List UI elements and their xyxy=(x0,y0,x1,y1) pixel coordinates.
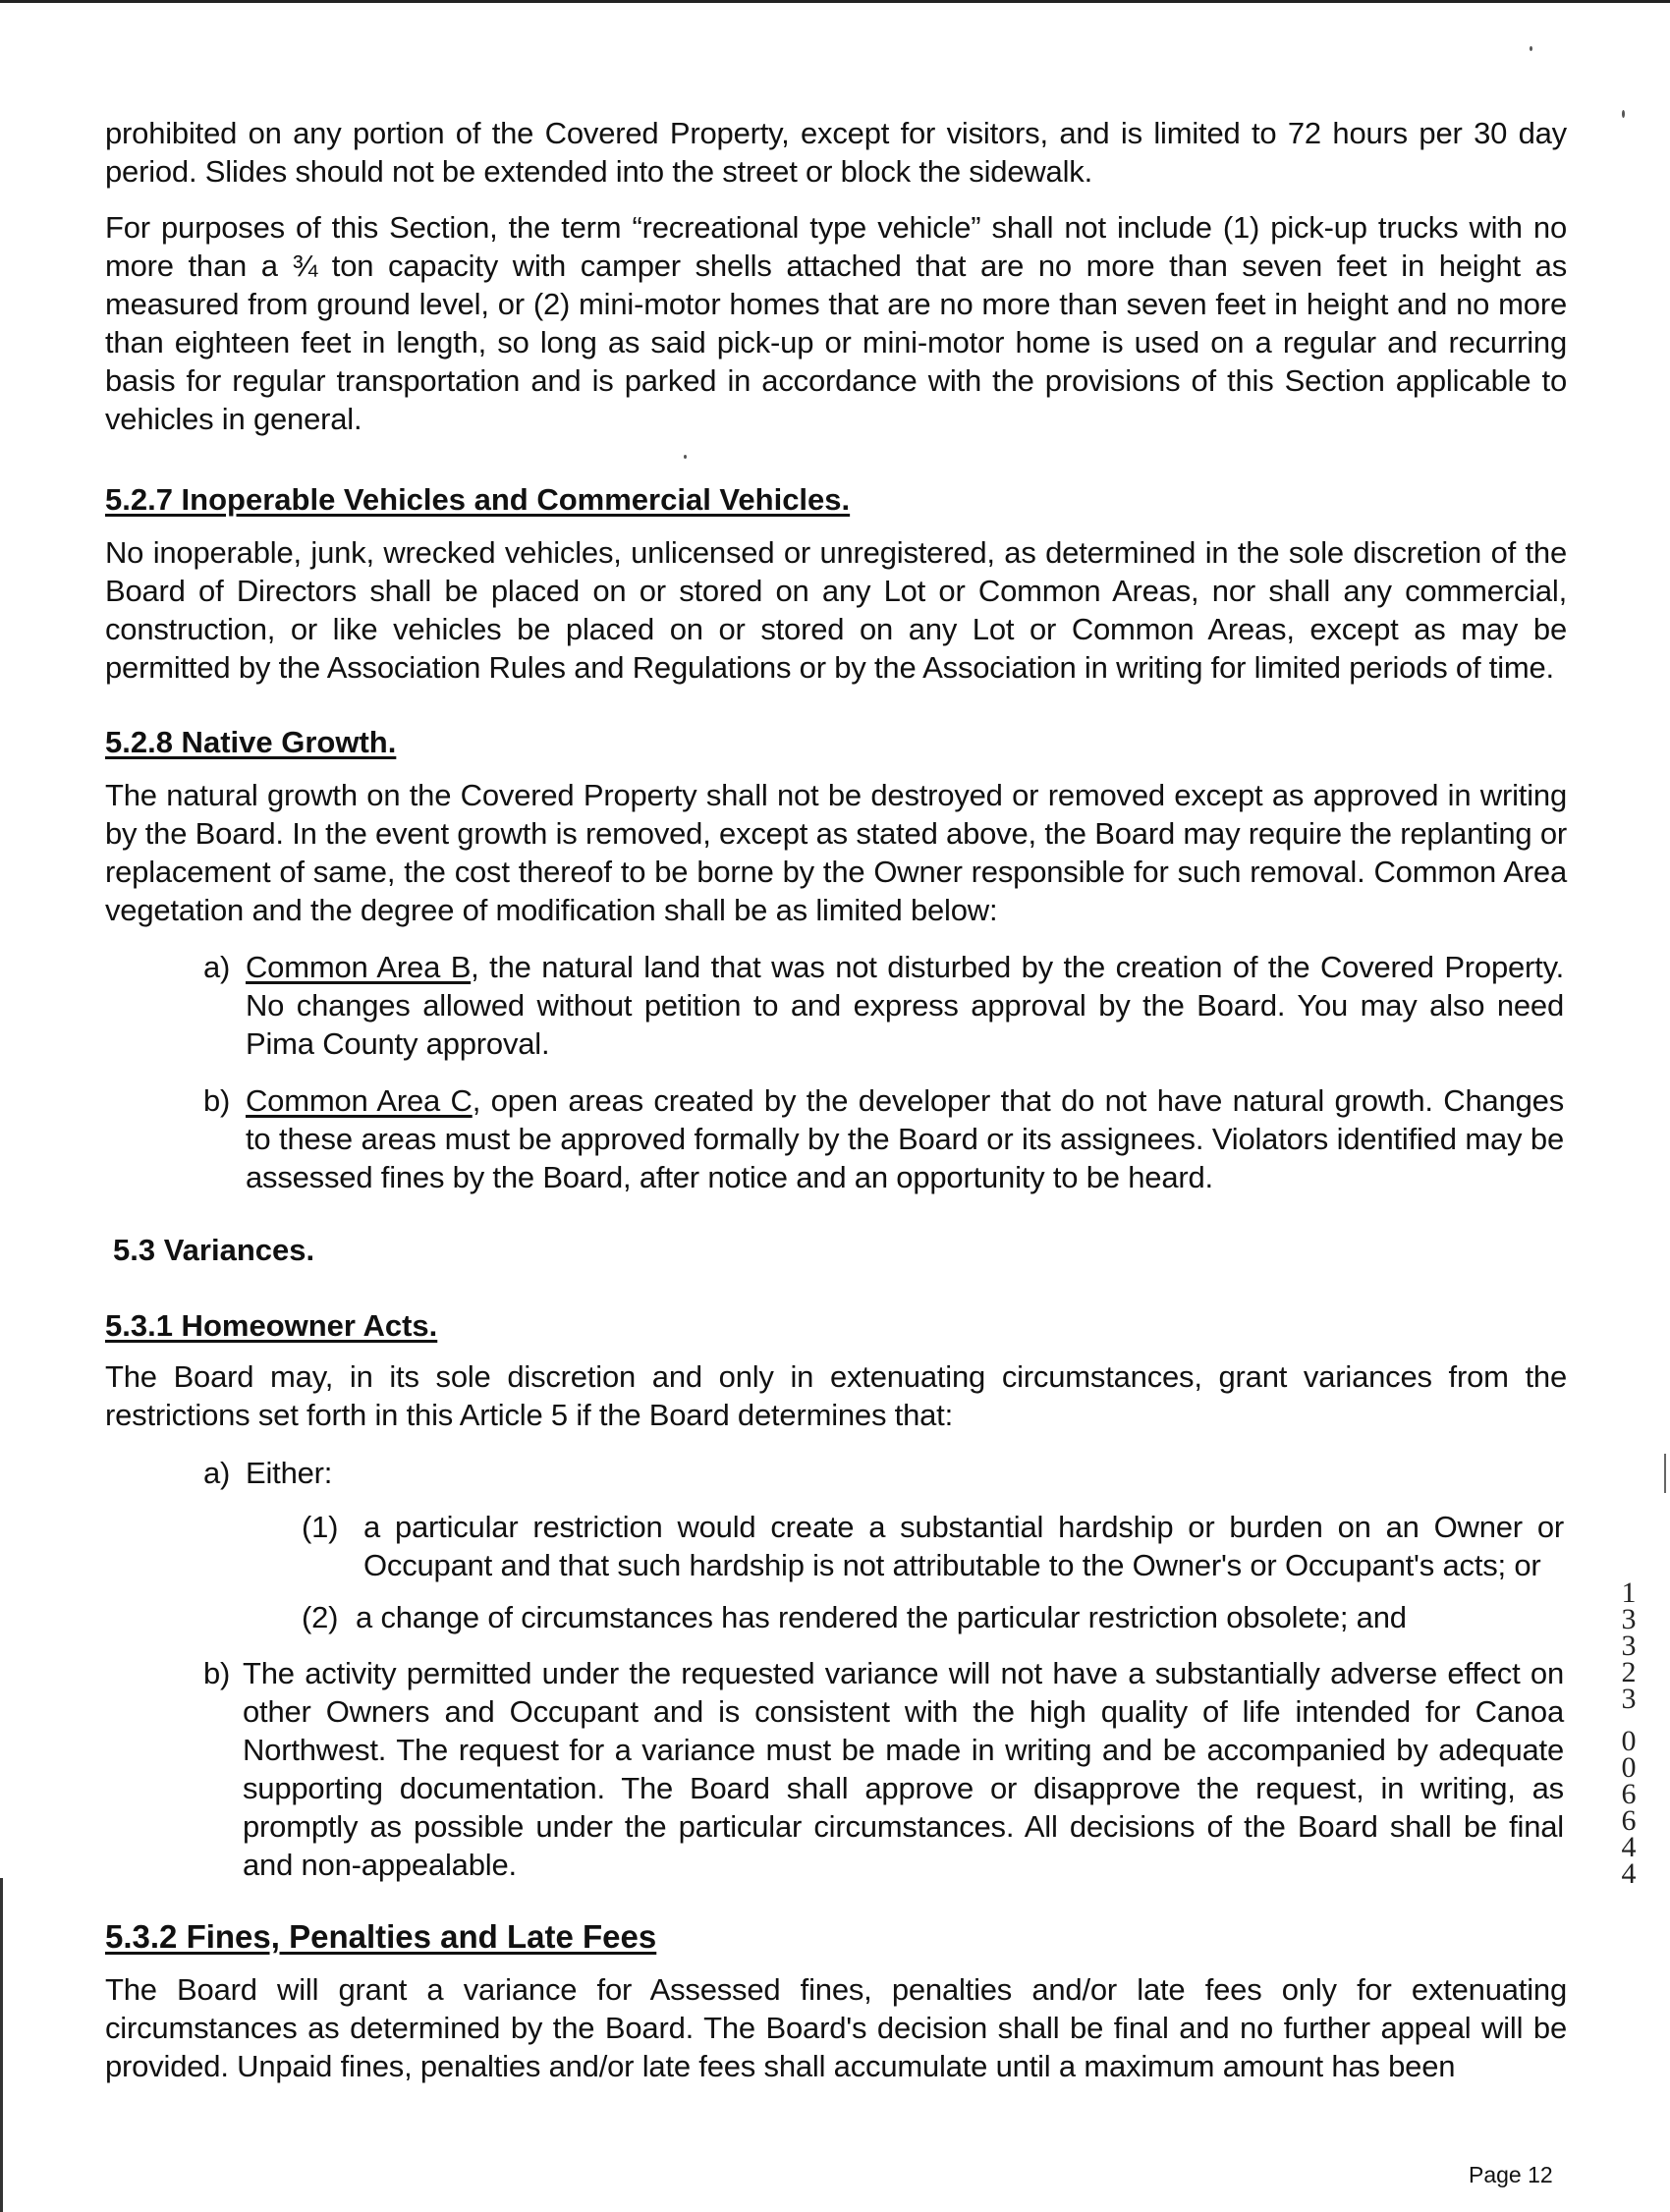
sub-list-item xyxy=(302,1508,1564,1584)
section-5-3-heading: 5.3 Variances. xyxy=(113,1233,315,1267)
list-item-text: The activity permitted under the requested variance will not have a substantially adverse effect on other Owners and Occupant and is consistent with the high quality of life intended for Canoa Northwest. The request for a variance must be made in writing and be accompanied by adequate supporting documentation. The Board shall approve or disapprove the request, in writing, as promptly as possible under the particular circumstances. All decisions of the Board shall be final and non-appealable. xyxy=(243,1656,1564,1882)
scan-border-top xyxy=(0,0,1670,3)
scan-speck xyxy=(684,455,687,459)
stamp-digit: 6 xyxy=(1621,1778,1637,1810)
sub-list-item xyxy=(302,1598,1564,1636)
section-5-3-1-heading: 5.3.1 Homeowner Acts. xyxy=(105,1308,438,1343)
stamp-digit: 2 xyxy=(1621,1656,1637,1688)
section-5-2-8-body: The natural growth on the Covered Property shall not be destroyed or removed except as approved in writing by the Board. In the event growth is removed, except as stated above, the Board may require the replanting or replacement of same, the cost thereof to be borne by the Owner responsible for such removal. Common Area vegetation and the degree of modification shall be as limited below: xyxy=(105,778,1567,927)
rv-definition-paragraph: For purposes of this Section, the term “recreational type vehicle” shall not include (1) pick-up trucks with no more than a ¾ ton capacity with camper shells attached that are no more than seven feet in height as measured from ground level, or (2) mini-motor homes that are no more than seven feet in height and no more than eighteen feet in length, so long as said pick-up or mini-motor home is used on a regular and recurring basis for regular transportation and is parked in accordance with the provisions of this Section applicable to vehicles in general. xyxy=(105,210,1567,436)
stamp-digit: 0 xyxy=(1621,1751,1637,1784)
list-item-description: , open areas created by the developer that do not have natural growth. Changes to these areas must be approved formally by the Board or its assignees. Violators identified may be assessed fines by the Board, after notice and an opportunity to be heard. xyxy=(246,1083,1564,1194)
list-item-label: a) xyxy=(203,1456,231,1490)
intro-paragraph: prohibited on any portion of the Covered Property, except for visitors, and is limited to 72 hours per 30 day period. Slides should not be extended into the street or block the sidewalk. xyxy=(105,116,1567,189)
list-item xyxy=(203,1454,596,1492)
list-item-description: , the natural land that was not disturbed by the creation of the Covered Property. No changes allowed without petition to and express approval by the Board. You may also need Pima County approval. xyxy=(246,950,1564,1061)
sub-list-item-text: a particular restriction would create a substantial hardship or burden on an Owner or Occupant and that such hardship is not attributable to the Owner's or Occupant's acts; or xyxy=(363,1510,1564,1582)
term-common-area-c: Common Area C xyxy=(246,1083,473,1118)
stamp-digit: 6 xyxy=(1621,1804,1637,1837)
list-item-text xyxy=(203,948,1564,1063)
stamp-digit: 4 xyxy=(1621,1857,1637,1890)
section-5-3-2-body: The Board will grant a variance for Assessed fines, penalties and/or late fees only for extenuating circumstances as determined by the Board. The Board's decision shall be final and no further appeal will be provided. Unpaid fines, penalties and/or late fees shall accumulate until a maximum amount has been xyxy=(105,1972,1567,2083)
stamp-digit: 0 xyxy=(1621,1725,1637,1757)
stamp-digit: 3 xyxy=(1621,1630,1637,1662)
sub-list-item-text: a change of circumstances has rendered the particular restriction obsolete; and xyxy=(356,1600,1407,1634)
scan-border-left xyxy=(0,1878,3,2212)
scan-speck xyxy=(1530,46,1532,51)
list-item-text xyxy=(203,1081,1564,1196)
section-5-2-7-body: No inoperable, junk, wrecked vehicles, unlicensed or unregistered, as determined in the sole discretion of the Board of Directors shall be placed on or stored on any Lot or Common Areas, nor shall any commercial, construction, or like vehicles be placed on or stored on any Lot or Common Areas, except as may be permitted by the Association Rules and Regulations or by the Association in writing for limited periods of time. xyxy=(105,535,1567,685)
section-5-2-7-heading: 5.2.7 Inoperable Vehicles and Commercial Vehicles. xyxy=(105,482,851,517)
stamp-digit: 3 xyxy=(1621,1603,1637,1635)
list-item-label: b) xyxy=(203,1656,231,1690)
stamp-digit: 3 xyxy=(1621,1683,1637,1715)
sub-list-item-label: (1) xyxy=(302,1510,339,1544)
recording-number-stamp xyxy=(1614,1576,1643,1890)
stamp-digit: 4 xyxy=(1621,1831,1637,1863)
list-item xyxy=(203,1654,1564,1884)
list-item xyxy=(203,948,1564,1063)
term-common-area-b: Common Area B xyxy=(246,950,472,984)
list-item-label: b) xyxy=(203,1083,231,1118)
sub-list-item-label: (2) xyxy=(302,1600,339,1634)
section-5-2-8-heading: 5.2.8 Native Growth. xyxy=(105,725,397,759)
section-5-3-2-heading: 5.3.2 Fines, Penalties and Late Fees xyxy=(105,1918,657,1955)
page-number: Page 12 xyxy=(1469,2162,1553,2187)
scan-speck xyxy=(1622,110,1625,118)
section-5-3-1-body: The Board may, in its sole discretion and only in extenuating circumstances, grant variances from the restrictions set forth in this Article 5 if the Board determines that: xyxy=(105,1359,1567,1432)
stamp-digit: 1 xyxy=(1621,1576,1637,1609)
list-item-label: a) xyxy=(203,950,231,984)
list-item xyxy=(203,1081,1564,1196)
list-item-text: Either: xyxy=(246,1456,333,1490)
scan-mark-right xyxy=(1664,1454,1666,1493)
